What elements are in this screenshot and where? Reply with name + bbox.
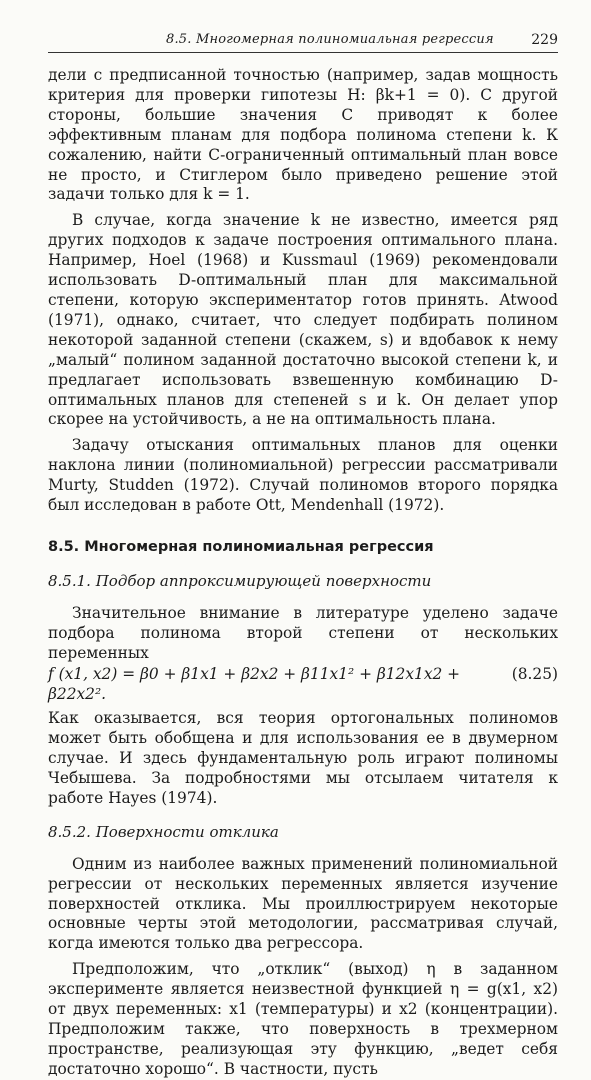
paragraph-6: Одним из наиболее важных применений полиномиальной регрессии от нескольких переменных является изучение поверхностей отклика. Мы проиллюстрируем некоторые основные черты этой методологии, рассматривая случай, когда имеются только два регрессора.: [48, 854, 558, 953]
equation-8-25: [48, 665, 558, 705]
subsection-heading-8-5-1: 8.5.1. Подбор аппроксимирующей поверхности: [48, 571, 432, 590]
equation-expression: f (x1, x2) = β0 + β1x1 + β2x2 + β11x1² + β12x1x2 + β22x2².: [48, 665, 461, 704]
paragraph-5: Как оказывается, вся теория ортогональных полиномов может быть обобщена и для использования ее в двумерном случае. И здесь фундаментальную роль играют полиномы Чебышева. За подробностями мы отсылаем читателя к работе Hayes (1974).: [48, 709, 558, 807]
paragraph-2: В случае, когда значение k не известно, имеется ряд других подходов к задаче построения оптимального плана. Например, Hoel (1968) и Kussmaul (1969) рекомендовали использовать D-оптимальный план для максимальной степени, которую экспериментатор готов принять. Atwood (1971), однако, считает, что следует подбирать полином некоторой заданной степени (скажем, s) и вдобавок к нему „малый“ полином заданной достаточно высокой степени k, и предлагает использовать взвешенную комбинацию D-оптимальных планов для степеней s и k. Он делает упор скорее на устойчивость, а не на оптимальность плана.: [48, 211, 558, 429]
page-body: [48, 66, 558, 1080]
page-header: [48, 30, 558, 53]
running-title: 8.5. Многомерная полиномиальная регрессия: [166, 32, 494, 47]
paragraph-7: Предположим, что „отклик“ (выход) η в заданном эксперименте является неизвестной функцией η = g(x1, x2) от двух переменных: x1 (температуры) и x2 (концентрации). Предположим также, что поверхность в трехмерном пространстве, реализующая эту функцию, „ведет себя достаточно хорошо“. В частности, пусть: [48, 960, 558, 1078]
equation-number: (8.25): [511, 665, 558, 684]
paragraph-3: Задачу отыскания оптимальных планов для оценки наклона линии (полиномиальной) регрессии рассматривали Murty, Studden (1972). Случай полиномов второго порядка был исследован в работе Ott, Mendenhall (1972).: [48, 436, 558, 515]
section-heading-8-5: 8.5. Многомерная полиномиальная регрессия: [48, 538, 434, 555]
paragraph-4: Значительное внимание в литературе уделено задаче подбора полинома второй степени от нескольких переменных: [48, 603, 558, 662]
subsection-heading-8-5-2: 8.5.2. Поверхности отклика: [48, 822, 279, 841]
page-number: 229: [531, 32, 558, 48]
paragraph-1: дели с предписанной точностью (например, задав мощность критерия для проверки гипотезы H: βk+1 = 0). С другой стороны, большие значения C приводят к более эффективным планам для подбора полинома степени k. К сожалению, найти C-ограниченный оптимальный план вовсе не просто, и Стиглером было приведено решение этой задачи только для k = 1.: [48, 66, 558, 204]
